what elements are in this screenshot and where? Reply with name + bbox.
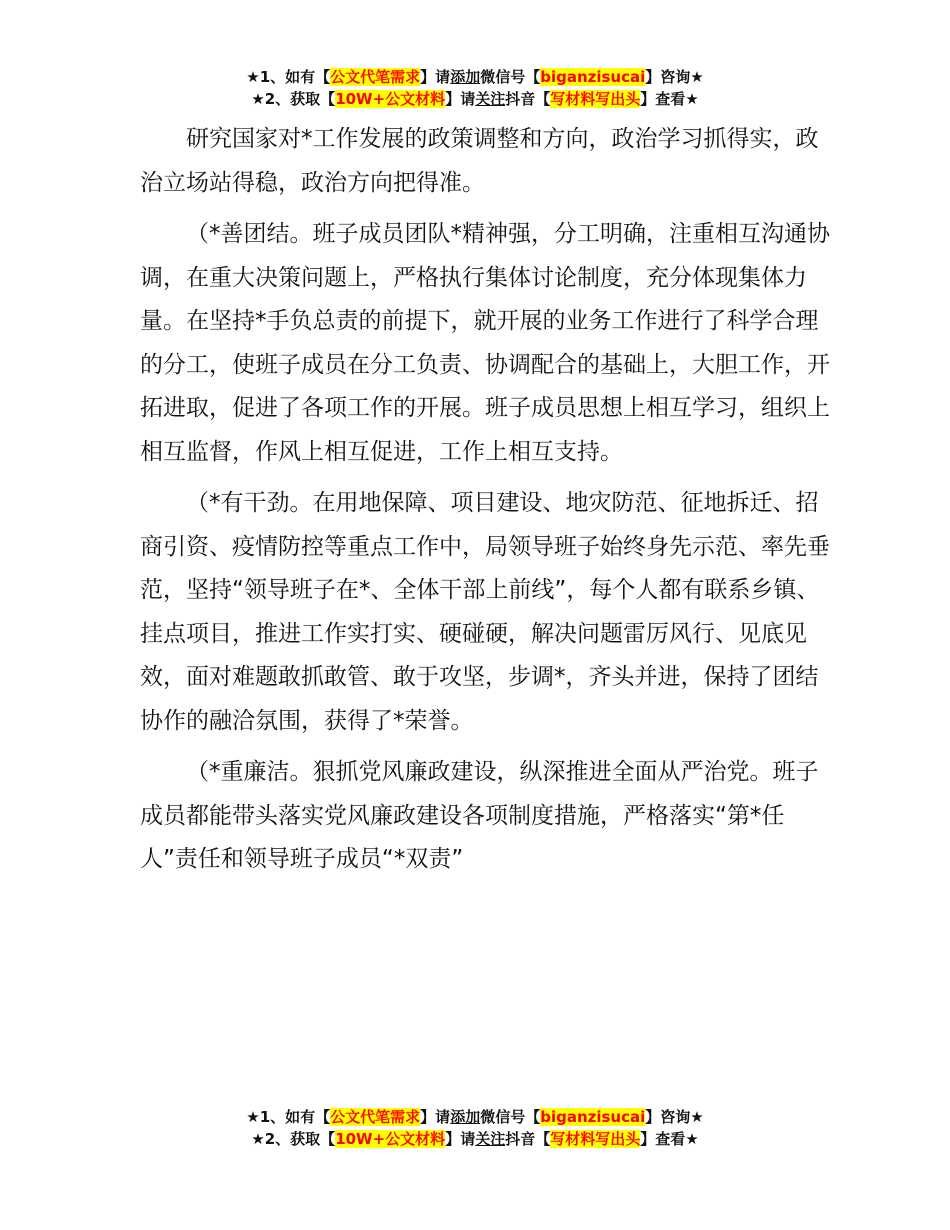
highlight-wechat-id: biganzisucai	[540, 1108, 646, 1126]
highlight-wechat-id: biganzisucai	[540, 68, 646, 86]
banner-text: 】查看★	[640, 1130, 699, 1148]
paragraph-political-study: 研究国家对*工作发展的政策调整和方向，政治学习抓得实，政治立场站得稳，政治方向把得准。	[140, 126, 819, 196]
banner-text: ★2、获取【	[251, 1130, 336, 1148]
highlight-service: 公文代笔需求	[330, 68, 421, 86]
banner-line-2	[0, 88, 950, 110]
banner-text: 】请	[420, 68, 451, 86]
header-banner	[0, 66, 950, 110]
banner-text: 】咨询★	[645, 68, 704, 86]
banner-text: 】咨询★	[645, 1108, 704, 1126]
banner-text: 抖音【	[505, 1130, 551, 1148]
highlight-douyin-account: 写材料写出头	[550, 90, 641, 108]
banner-text: ★2、获取【	[251, 90, 336, 108]
banner-text: 】请	[445, 90, 476, 108]
banner-text: ★1、如有【	[246, 1108, 331, 1126]
banner-text: 抖音【	[505, 90, 551, 108]
banner-text: 】请	[420, 1108, 451, 1126]
banner-text: 微信号【	[480, 68, 541, 86]
banner-emphasis: 关注	[475, 1130, 506, 1148]
banner-text: 微信号【	[480, 1108, 541, 1126]
banner-text: ★1、如有【	[246, 68, 331, 86]
document-body	[140, 118, 832, 890]
footer-banner	[0, 1106, 950, 1150]
highlight-service: 公文代笔需求	[330, 1108, 421, 1126]
paragraph-drive: （*有干劲。在用地保障、项目建设、地灾防范、征地拆迁、招商引资、疫情防控等重点工作中，局领导班子始终身先示范、率先垂范，坚持“领导班子在*、全体干部上前线”，每个人都有联系乡镇、挂点项目，推进工作实打实、硬碰硬，解决问题雷厉风行、见底见效，面对难题敢抓敢管、敢于攻坚，步调*，齐头并进，保持了团结协作的融洽氛围，获得了*荣誉。	[140, 490, 830, 734]
banner-emphasis: 添加	[450, 68, 481, 86]
banner-line-1	[0, 66, 950, 88]
banner-line-2	[0, 1128, 950, 1150]
banner-line-1	[0, 1106, 950, 1128]
banner-text: 】查看★	[640, 90, 699, 108]
highlight-douyin-account: 写材料写出头	[550, 1130, 641, 1148]
highlight-materials: 10W+公文材料	[335, 90, 446, 108]
banner-text: 】请	[445, 1130, 476, 1148]
paragraph-integrity: （*重廉洁。狠抓党风廉政建设，纵深推进全面从严治党。班子成员都能带头落实党风廉政建设各项制度措施，严格落实“第*任人”责任和领导班子成员“*双责”	[140, 759, 819, 872]
banner-emphasis: 关注	[475, 90, 506, 108]
highlight-materials: 10W+公文材料	[335, 1130, 446, 1148]
banner-emphasis: 添加	[450, 1108, 481, 1126]
paragraph-unity: （*善团结。班子成员团队*精神强，分工明确，注重相互沟通协调，在重大决策问题上，严格执行集体讨论制度，充分体现集体力量。在坚持*手负总责的前提下，就开展的业务工作进行了科学合理的分工，使班子成员在分工负责、协调配合的基础上，大胆工作，开拓进取，促进了各项工作的开展。班子成员思想上相互学习，组织上相互监督，作风上相互促进，工作上相互支持。	[140, 221, 830, 465]
